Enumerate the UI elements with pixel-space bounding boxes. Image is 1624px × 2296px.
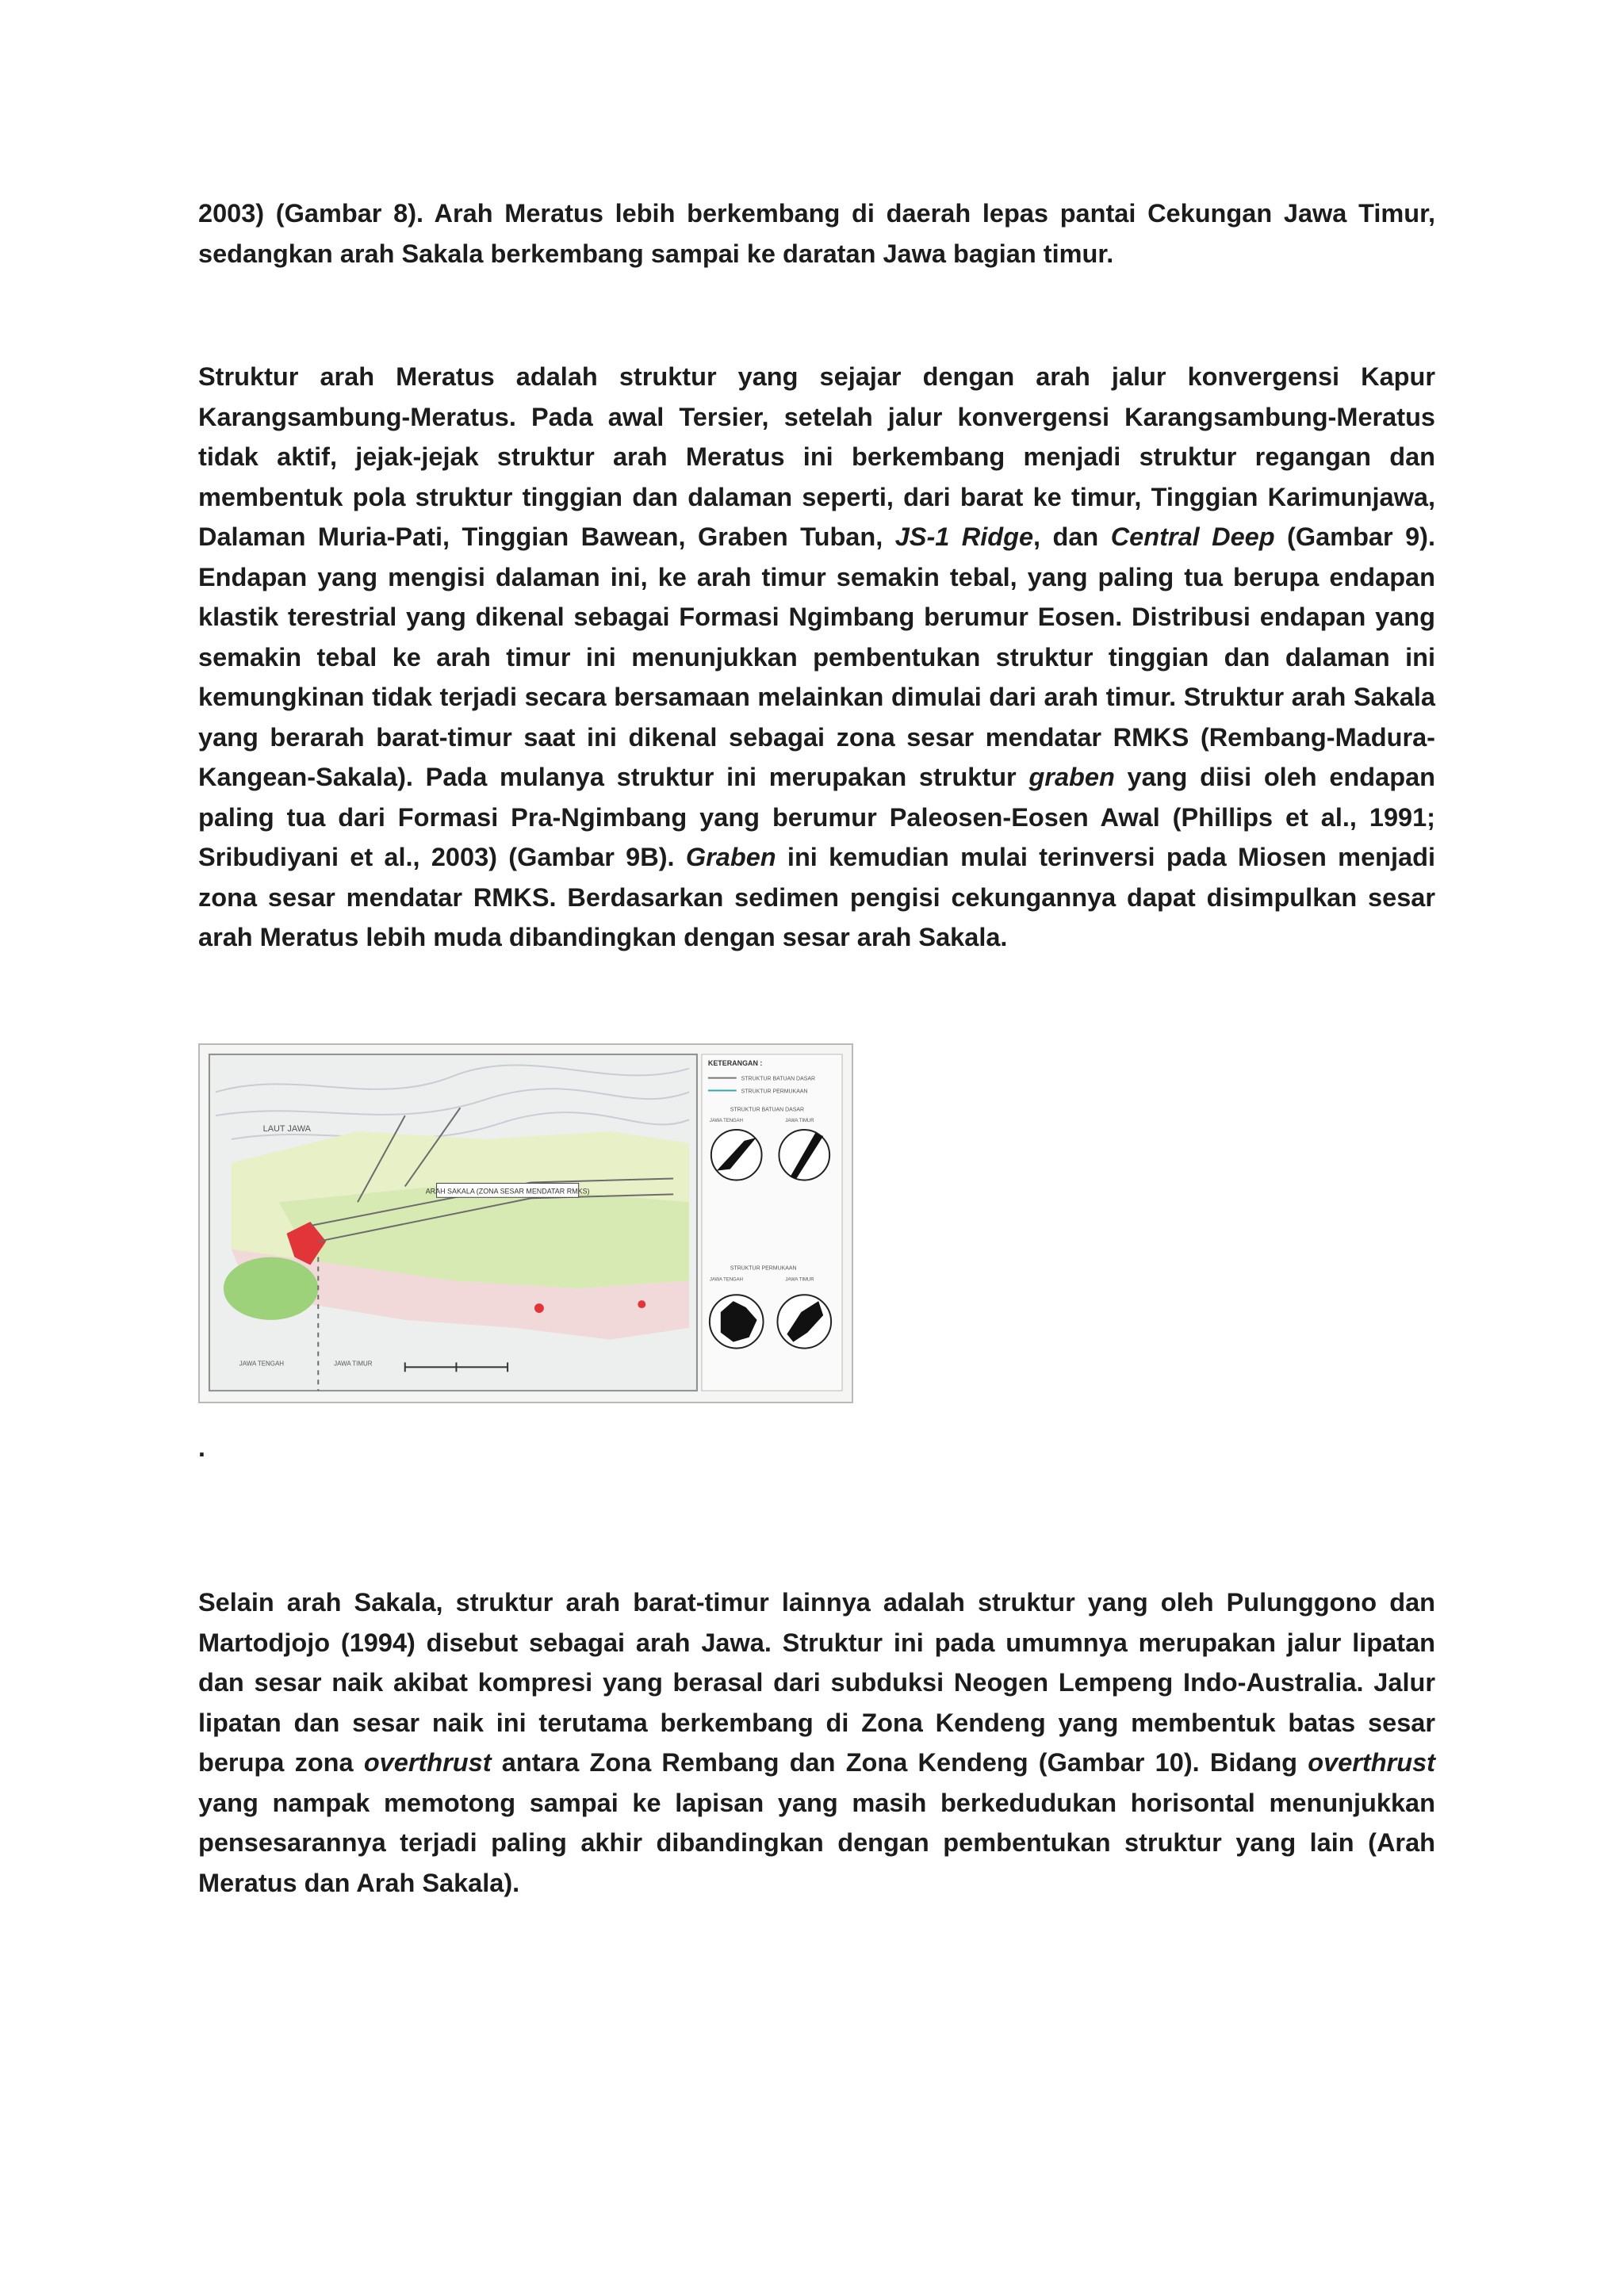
legend-section-1: STRUKTUR BATUAN DASAR <box>730 1107 805 1113</box>
east-label: JAWA TIMUR <box>334 1360 373 1368</box>
paragraph-2-text-5: ini kemudian mulai terinversi pada Miosen menjadi zona sesar mendatar RMKS. Berdasarkan sedimen pengisi cekungannya dapat disimpulkan sesar arah Meratus lebih muda dibandingkan dengan sesar arah Sakala. <box>198 843 1435 951</box>
paragraph-2-italic-2: Central Deep <box>1110 522 1275 551</box>
paragraph-3-italic-1: overthrust <box>363 1748 492 1777</box>
geologic-map-svg <box>200 1045 852 1402</box>
paragraph-2-italic-3: graben <box>1028 763 1115 791</box>
rose-label-right-1: JAWA TIMUR <box>785 1119 814 1124</box>
legend-title: KETERANGAN : <box>707 1058 763 1067</box>
green-area <box>224 1257 318 1320</box>
rose-label-right-2: JAWA TIMUR <box>785 1277 814 1283</box>
paragraph-2-italic-1: JS-1 Ridge <box>894 522 1034 551</box>
paragraph-2-text-1: Struktur arah Meratus adalah struktur yang sejajar dengan arah jalur konvergensi Kapur Karangsambung-Meratus. Pada awal Tersier, setelah jalur konvergensi Karangsambung-Meratus tidak aktif, jejak-jejak struktur arah Meratus ini berkembang menjadi struktur regangan dan membentuk pola struktur tinggian dan dalaman seperti, dari barat ke timur, Tinggian Karimunjawa, Dalaman Muria-Pati, Tinggian Bawean, Graben Tuban, <box>198 362 1435 551</box>
paragraph-3-italic-2: overthrust <box>1308 1748 1435 1777</box>
paragraph-2-text-3: (Gambar 9). Endapan yang mengisi dalaman ini, ke arah timur semakin tebal, yang paling tua berupa endapan klastik terestrial yang dikenal sebagai Formasi Ngimbang berumur Eosen. Distribusi endapan yang semakin tebal ke arah timur ini menunjukkan pembentukan struktur tinggian dan dalaman ini kemungkinan tidak terjadi secara bersamaan melainkan dimulai dari arah timur. Struktur arah Sakala yang berarah barat-timur saat ini dikenal sebagai zona sesar mendatar RMKS (Rembang-Madura-Kangean-Sakala). Pada mulanya struktur ini merupakan struktur <box>198 522 1435 791</box>
rose-label-left-2: JAWA TENGAH <box>709 1277 743 1283</box>
west-label: JAWA TENGAH <box>239 1360 285 1368</box>
paragraph-2 <box>198 357 1435 958</box>
paragraph-2-text-2: , dan <box>1033 522 1111 551</box>
paragraph-3-text-3: yang nampak memotong sampai ke lapisan yang masih berkedudukan horisontal menunjukkan pensesarannya terjadi paling akhir dibandingkan dengan pembentukan struktur yang lain (Arah Meratus dan Arah Sakala). <box>198 1788 1435 1897</box>
paragraph-3 <box>198 1582 1435 1903</box>
paragraph-3-text-2: antara Zona Rembang dan Zona Kendeng (Gambar 10). Bidang <box>491 1748 1308 1777</box>
paragraph-2-text-4: yang diisi oleh endapan paling tua dari Formasi Pra-Ngimbang yang berumur Paleosen-Eosen Awal (Phillips et al., 1991; Sribudiyani et al., 2003) (Gambar 9B). <box>198 763 1435 871</box>
legend-fault: STRUKTUR BATUAN DASAR <box>741 1076 816 1082</box>
sea-label: LAUT JAWA <box>262 1124 311 1135</box>
paragraph-1-text: 2003) (Gambar 8). Arah Meratus lebih berkembang di daerah lepas pantai Cekungan Jawa Timur, sedangkan arah Sakala berkembang sampai ke daratan Jawa bagian timur. <box>198 199 1435 268</box>
geologic-structure-map-figure <box>198 1043 853 1403</box>
legend-fold: STRUKTUR PERMUKAAN <box>741 1089 808 1095</box>
dot-mark: . <box>198 1433 205 1462</box>
rose-label-left-1: JAWA TENGAH <box>709 1119 743 1124</box>
legend-section-2: STRUKTUR PERMUKAAN <box>730 1265 797 1272</box>
zone-label: ARAH SAKALA (ZONA SESAR MENDATAR RMKS) <box>425 1187 590 1196</box>
paragraph-1 <box>198 193 1435 274</box>
paragraph-3-text-1: Selain arah Sakala, struktur arah barat-timur lainnya adalah struktur yang oleh Pulunggono dan Martodjojo (1994) disebut sebagai arah Jawa. Struktur ini pada umumnya merupakan jalur lipatan dan sesar naik akibat kompresi yang berasal dari subduksi Neogen Lempeng Indo-Australia. Jalur lipatan dan sesar naik ini terutama berkembang di Zona Kendeng yang membentuk batas sesar berupa zona <box>198 1588 1435 1777</box>
paragraph-2-italic-4: Graben <box>685 843 776 871</box>
